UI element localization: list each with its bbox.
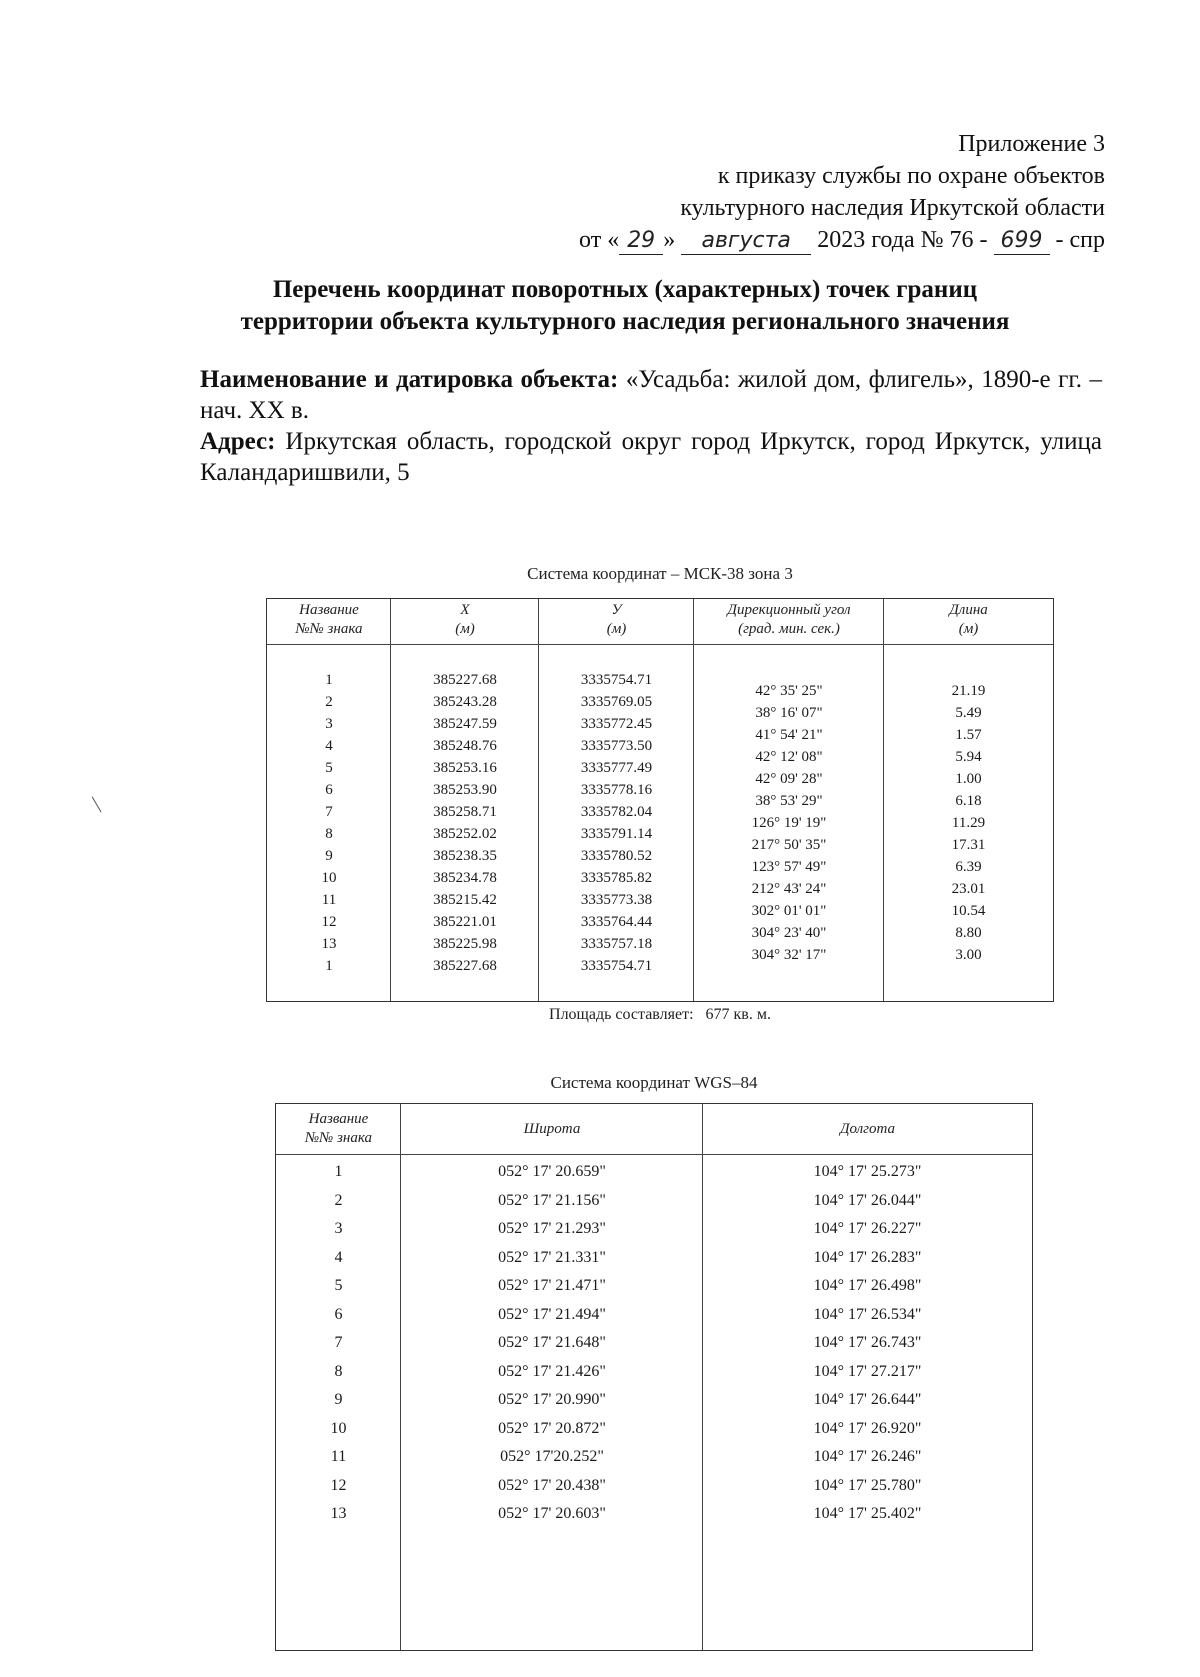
- table-cell-length: 3.00: [955, 947, 982, 963]
- header-length: Длина (м): [949, 602, 988, 637]
- table-cell-y: 3335791.14: [580, 826, 653, 842]
- order-reference: к приказу службы по охране объектов: [717, 163, 1105, 189]
- length-column: [884, 680, 1053, 966]
- table-cell-longitude: 104° 17' 26.920": [813, 1419, 922, 1437]
- table-cell-angle: 302° 01' 01": [751, 903, 827, 919]
- table-cell-point: 10: [330, 1419, 347, 1437]
- table-cell-point: 7: [334, 1334, 343, 1351]
- header-point-name: Название №№ знака: [305, 1111, 372, 1146]
- table-cell-y: 3335754.71: [580, 958, 653, 974]
- table-cell-y: 3335782.04: [580, 804, 653, 820]
- table-cell-angle: 42° 09' 28": [755, 771, 823, 787]
- table-cell-latitude: 052° 17' 20.990": [498, 1391, 606, 1408]
- table-cell-angle: 42° 35' 25": [755, 683, 823, 699]
- table-cell-angle: 38° 53' 29": [755, 793, 823, 809]
- table-cell-longitude: 104° 17' 26.644": [813, 1391, 922, 1408]
- table-cell-point: 12: [330, 1476, 347, 1494]
- table-cell-x: 385252.02: [433, 826, 497, 842]
- table-cell-y: 3335757.18: [580, 936, 653, 952]
- object-description: [200, 364, 1102, 488]
- table-cell-angle: 212° 43' 24": [751, 881, 827, 897]
- y-column: [539, 669, 694, 977]
- table-cell-point: 6: [325, 782, 333, 798]
- object-address: Адрес: Иркутская область, городской округ город Иркутск, город Иркутск, улица Каландаришвили, 5: [200, 428, 1103, 486]
- header-y: У (м): [606, 602, 627, 637]
- angle-column: [694, 680, 884, 966]
- table-cell-y: 3335780.52: [580, 848, 653, 864]
- table-cell-point: 13: [330, 1505, 347, 1522]
- x-column: [391, 669, 539, 977]
- table-cell-longitude: 104° 17' 26.534": [813, 1305, 922, 1323]
- table-cell-x: 385238.35: [433, 848, 497, 864]
- table-cell-longitude: 104° 17' 25.780": [813, 1476, 922, 1494]
- table-cell-longitude: 104° 17' 25.402": [813, 1505, 922, 1522]
- table1-caption: Система координат – МСК-38 зона 3: [527, 564, 793, 583]
- table-cell-longitude: 104° 17' 26.283": [813, 1248, 922, 1266]
- table-cell-length: 11.29: [951, 815, 986, 831]
- table-cell-point: 7: [325, 804, 333, 820]
- table-cell-y: 3335773.50: [580, 738, 653, 754]
- table-cell-x: 385243.28: [433, 694, 497, 710]
- table-cell-point: 3: [325, 716, 333, 732]
- table-cell-y: 3335785.82: [580, 870, 653, 886]
- table-cell-longitude: 104° 17' 26.743": [813, 1334, 922, 1351]
- table-cell-longitude: 104° 17' 26.227": [813, 1220, 922, 1237]
- header-longitude: Долгота: [839, 1120, 896, 1137]
- table-cell-length: 21.19: [951, 683, 986, 699]
- table-cell-angle: 123° 57' 49": [751, 859, 827, 875]
- table-cell-x: 385258.71: [433, 804, 497, 820]
- table-cell-longitude: 104° 17' 25.273": [813, 1163, 922, 1180]
- table-cell-length: 23.01: [951, 881, 986, 897]
- area-value: 677: [705, 1006, 730, 1023]
- table-cell-x: 385215.42: [433, 892, 497, 908]
- table-cell-length: 10.54: [951, 903, 986, 919]
- table-cell-point: 13: [321, 936, 337, 952]
- appendix-number: Приложение 3: [958, 131, 1105, 157]
- longitude-column: [703, 1158, 1032, 1529]
- table-cell-y: 3335773.38: [580, 892, 653, 908]
- table-cell-latitude: 052° 17' 21.648": [498, 1334, 606, 1351]
- table-cell-length: 6.39: [955, 859, 982, 875]
- table-cell-angle: 126° 19' 19": [751, 815, 827, 831]
- table-cell-longitude: 104° 17' 26.044": [813, 1191, 922, 1209]
- table-cell-length: 17.31: [951, 837, 986, 853]
- table-cell-point: 11: [330, 1448, 347, 1465]
- table-cell-angle: 41° 54' 21": [755, 727, 823, 743]
- table-cell-y: 3335772.45: [580, 716, 653, 732]
- table-cell-x: 385248.76: [433, 738, 497, 754]
- table-cell-y: 3335769.05: [580, 694, 653, 710]
- table-cell-y: 3335778.16: [580, 782, 653, 798]
- table-cell-length: 8.80: [955, 925, 982, 941]
- table-cell-latitude: 052° 17' 21.293": [498, 1220, 606, 1237]
- table-cell-x: 385253.90: [433, 782, 497, 798]
- table-cell-point: 10: [321, 870, 337, 886]
- table-cell-point: 2: [325, 694, 333, 710]
- handwritten-day: 29: [619, 228, 663, 255]
- table-cell-point: 8: [334, 1362, 343, 1380]
- table-cell-point: 4: [325, 738, 333, 754]
- order-authority: культурного наследия Иркутской области: [680, 195, 1105, 221]
- table-cell-point: 3: [334, 1220, 343, 1237]
- table-cell-latitude: 052° 17' 20.872": [498, 1419, 606, 1437]
- header-point-name: Название №№ знака: [295, 602, 363, 637]
- table-cell-point: 1: [325, 958, 333, 974]
- table-cell-length: 6.18: [955, 793, 982, 809]
- table-cell-longitude: 104° 17' 26.498": [813, 1277, 922, 1294]
- table2-caption: Система координат WGS–84: [550, 1073, 758, 1092]
- document-title: Перечень координат поворотных (характерных) точек границ территории объекта культурного наследия регионального значения: [240, 276, 1010, 335]
- table-cell-x: 385247.59: [433, 716, 497, 732]
- table-cell-x: 385221.01: [433, 914, 497, 930]
- msk38-coordinates-table: [266, 598, 1054, 1002]
- table-cell-x: 385227.68: [433, 672, 497, 688]
- object-name: Наименование и датировка объекта: «Усадьба: жилой дом, флигель», 1890-е гг. – нач. XX в.: [200, 366, 1102, 424]
- table-cell-x: 385225.98: [433, 936, 497, 952]
- table-cell-angle: 304° 23' 40": [751, 925, 827, 941]
- table-cell-angle: 42° 12' 08": [755, 749, 823, 765]
- table-cell-point: 9: [334, 1391, 343, 1408]
- table-cell-latitude: 052° 17' 20.603": [498, 1505, 606, 1522]
- header-angle: Дирекционный угол (град. мин. сек.): [727, 602, 851, 637]
- table-cell-longitude: 104° 17' 26.246": [813, 1448, 922, 1465]
- table-cell-point: 9: [325, 848, 333, 864]
- scan-mark: [92, 795, 104, 812]
- table-cell-latitude: 052° 17' 21.471": [498, 1277, 606, 1294]
- table-cell-point: 8: [325, 826, 333, 842]
- table-cell-point: 12: [321, 914, 337, 930]
- table-cell-point: 6: [334, 1305, 343, 1323]
- table-cell-length: 1.57: [955, 727, 982, 743]
- table-cell-point: 4: [334, 1248, 343, 1266]
- table-cell-angle: 38° 16' 07": [755, 705, 823, 721]
- latitude-column: [401, 1158, 703, 1529]
- table-cell-y: 3335754.71: [580, 672, 653, 688]
- table-cell-length: 5.49: [955, 705, 982, 721]
- table-cell-angle: 217° 50' 35": [751, 837, 827, 853]
- point-column: [276, 1158, 401, 1529]
- table-cell-length: 1.00: [955, 771, 982, 787]
- table-cell-latitude: 052° 17' 21.494": [498, 1305, 606, 1323]
- table-cell-latitude: 052° 17' 21.156": [498, 1191, 606, 1209]
- table-cell-latitude: 052° 17' 21.331": [498, 1248, 606, 1266]
- area-line: Площадь составляет: 677 кв. м.: [549, 1006, 771, 1023]
- table-cell-y: 3335777.49: [580, 760, 653, 776]
- header-x: X (м): [455, 602, 475, 637]
- header-latitude: Широта: [523, 1120, 581, 1137]
- table-cell-y: 3335764.44: [580, 914, 653, 930]
- table-cell-point: 11: [321, 892, 337, 908]
- appendix-header: [579, 128, 1105, 256]
- table-cell-x: 385227.68: [433, 958, 497, 974]
- handwritten-number: 699: [994, 228, 1050, 255]
- table-cell-x: 385234.78: [433, 870, 497, 886]
- table-cell-latitude: 052° 17' 21.426": [498, 1362, 606, 1380]
- table-cell-point: 5: [334, 1277, 343, 1294]
- table-cell-length: 5.94: [955, 749, 982, 765]
- wgs84-coordinates-table: [275, 1103, 1033, 1651]
- table-cell-longitude: 104° 17' 27.217": [813, 1362, 922, 1380]
- table-cell-point: 1: [325, 672, 333, 688]
- table-cell-point: 2: [334, 1191, 343, 1209]
- table-cell-latitude: 052° 17'20.252": [500, 1448, 604, 1465]
- table-cell-point: 1: [334, 1163, 343, 1180]
- handwritten-month: августа: [681, 228, 811, 255]
- table-cell-angle: 304° 32' 17": [751, 947, 827, 963]
- table-cell-latitude: 052° 17' 20.438": [498, 1476, 606, 1494]
- order-date-line: от « 29 » августа 2023 года № 76 - 699 - спр: [579, 227, 1105, 253]
- table-cell-point: 5: [325, 760, 333, 776]
- table-cell-latitude: 052° 17' 20.659": [498, 1163, 606, 1180]
- point-column: [267, 669, 391, 977]
- table-cell-x: 385253.16: [433, 760, 497, 776]
